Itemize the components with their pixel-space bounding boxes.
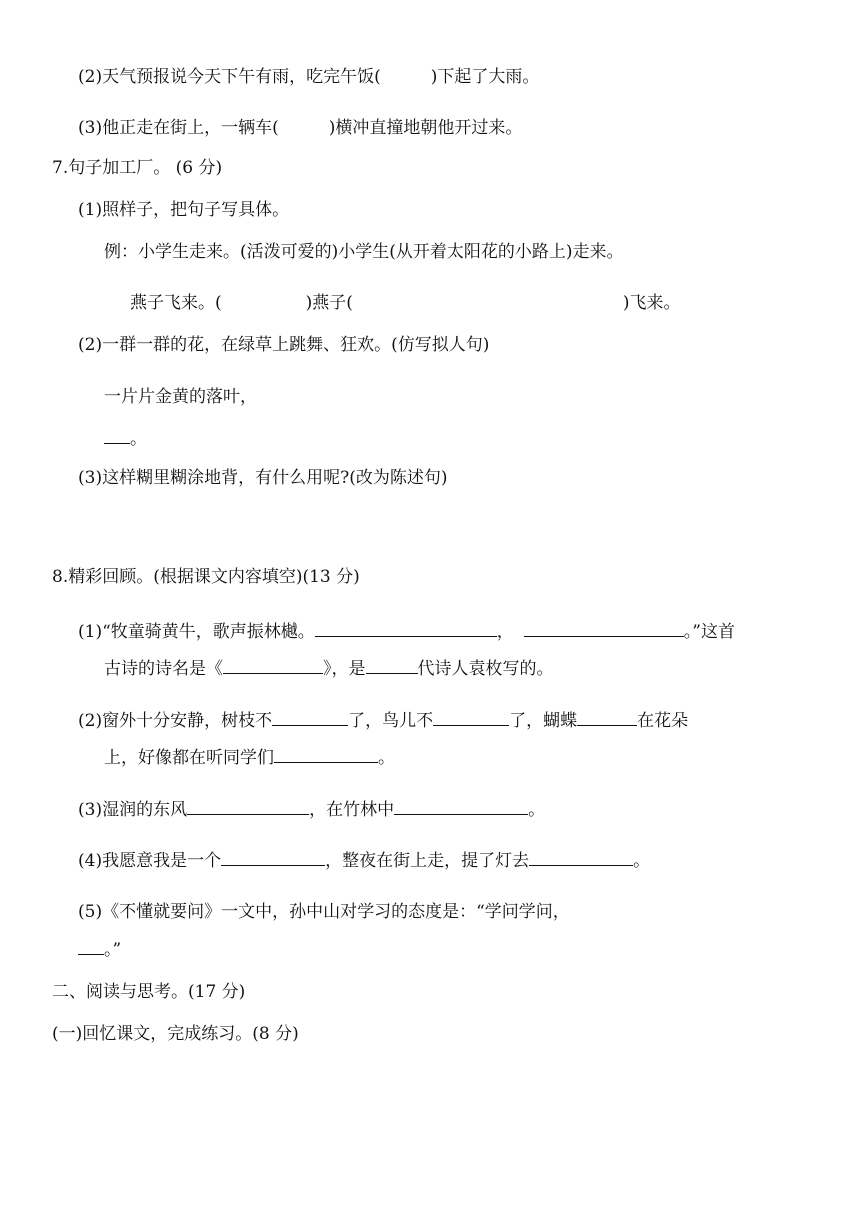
answer-blank[interactable] bbox=[577, 709, 637, 726]
q6-item-2: (2)天气预报说今天下午有雨，吃完午饭( )下起了大雨。 bbox=[78, 67, 540, 87]
q8-item-4: (4)我愿意我是一个 ，整夜在街上走，提了灯去 。 bbox=[78, 851, 651, 871]
q8-item-5-line-2: 。” bbox=[78, 938, 121, 961]
section-2-sub-1: (一)回忆课文，完成练习。(8 分) bbox=[52, 1024, 299, 1044]
q7-item-2-label: (2)一群一群的花，在绿草上跳舞、狂欢。(仿写拟人句) bbox=[78, 335, 490, 355]
answer-blank[interactable] bbox=[524, 620, 684, 637]
q8-item-1-line-1: (1)“牧童骑黄牛，歌声振林樾。 ， 。”这首 bbox=[78, 622, 735, 642]
answer-blank[interactable] bbox=[274, 746, 378, 763]
q7-item-3-label: (3)这样糊里糊涂地背，有什么用呢?(改为陈述句) bbox=[78, 468, 448, 488]
q8-item-5-line-1: (5)《不懂就要问》一文中，孙中山对学习的态度是：“学问学问， bbox=[78, 902, 570, 922]
answer-blank[interactable] bbox=[104, 427, 130, 444]
answer-blank[interactable] bbox=[223, 657, 323, 674]
answer-blank[interactable] bbox=[366, 657, 418, 674]
q7-example: 例：小学生走来。(活泼可爱的)小学生(从开着太阳花的小路上)走来。 bbox=[104, 242, 624, 262]
q6-item-3: (3)他正走在街上，一辆车( )横冲直撞地朝他开过来。 bbox=[78, 118, 523, 138]
answer-blank[interactable] bbox=[221, 849, 325, 866]
answer-blank[interactable] bbox=[272, 709, 348, 726]
q7-item-1-prompt: 燕子飞来。( )燕子( )飞来。 bbox=[130, 293, 681, 313]
answer-blank[interactable] bbox=[78, 938, 104, 955]
q7-item-2-start: 一片片金黄的落叶， bbox=[104, 387, 257, 407]
section-2-title: 二、阅读与思考。(17 分) bbox=[52, 982, 246, 1002]
answer-blank[interactable] bbox=[529, 849, 633, 866]
q8-item-2-line-1: (2)窗外十分安静，树枝不 了，鸟儿不 了，蝴蝶 在花朵 bbox=[78, 711, 689, 731]
answer-blank[interactable] bbox=[315, 620, 497, 637]
q8-item-1-line-2: 古诗的诗名是《 》，是 代诗人袁枚写的。 bbox=[104, 659, 554, 679]
answer-blank[interactable] bbox=[394, 798, 528, 815]
q7-item-2-answer: 。 bbox=[104, 427, 147, 450]
q8-title: 8.精彩回顾。(根据课文内容填空)(13 分) bbox=[52, 567, 360, 587]
q8-item-2-line-2: 上，好像都在听同学们 。 bbox=[104, 748, 395, 768]
answer-blank[interactable] bbox=[187, 798, 309, 815]
answer-blank[interactable] bbox=[433, 709, 509, 726]
q8-item-3: (3)湿润的东风 ，在竹林中 。 bbox=[78, 800, 546, 820]
q7-item-1-label: (1)照样子，把句子写具体。 bbox=[78, 200, 290, 220]
q7-title: 7.句子加工厂。 (6 分) bbox=[52, 158, 223, 178]
